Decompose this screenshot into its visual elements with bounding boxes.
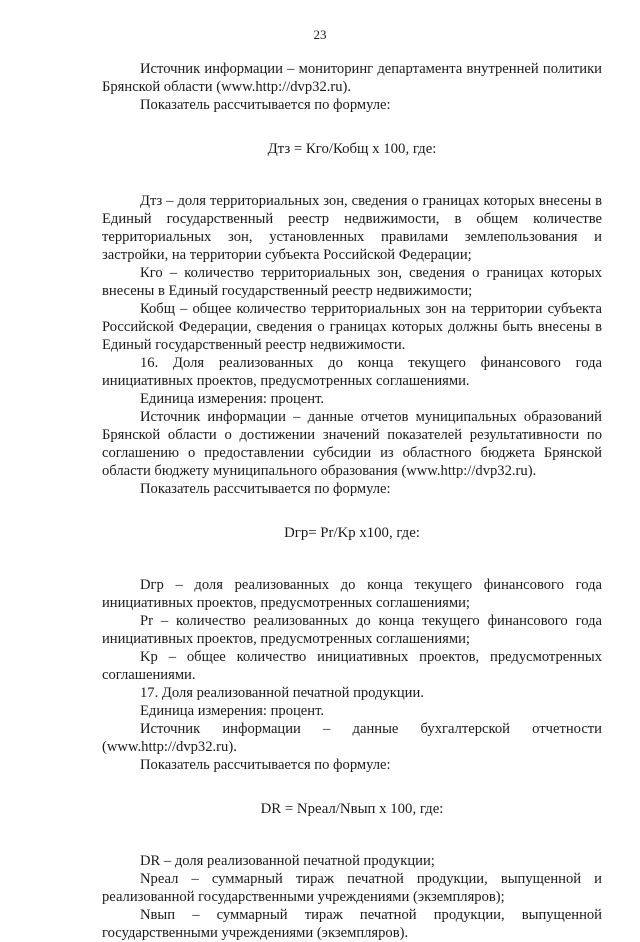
paragraph: 17. Доля реализованной печатной продукции.: [140, 685, 424, 701]
paragraph: Показатель рассчитывается по формуле:: [140, 97, 391, 113]
paragraph: Кобщ – общее количество территориальных зон на территории субъекта Российской Федерации, сведения о границах которых должны быть внесены в Единый государственный реестр недвижимости.: [102, 301, 602, 353]
formula: DR = Nреал/Nвып х 100, где:: [260, 801, 444, 817]
paragraph: Единица измерения: процент.: [140, 391, 325, 407]
paragraph: DR – доля реализованной печатной продукции;: [140, 853, 435, 869]
paragraph: Kр – общее количество инициативных проектов, предусмотренных соглашениями.: [102, 649, 602, 683]
paragraph: Дтз – доля территориальных зон, сведения о границах которых внесены в Единый государственный реестр недвижимости, в общем количестве территориальных зон, установленных правилами землепользования и застройки, на территории субъекта Российской Федерации;: [102, 193, 602, 263]
paragraph: Единица измерения: процент.: [140, 703, 325, 719]
paragraph: Источник информации – данные отчетов муниципальных образований Брянской области о достижении значений показателей результативности по соглашению о предоставлении субсидии из областного бюджета Брянской области бюджету муниципального образования (www.http://dvp32.ru).: [102, 409, 602, 479]
paragraph: Pr – количество реализованных до конца текущего финансового года инициативных проектов, предусмотренных соглашениями;: [102, 613, 602, 647]
paragraph: Nвып – суммарный тираж печатной продукции, выпущенной государственными учреждениями (экземпляров).: [102, 907, 602, 941]
formula: Дтз = Кго/Кобщ х 100, где:: [267, 141, 437, 157]
formula: Dгр= Pr/Kр х100, где:: [284, 525, 420, 541]
paragraph: Dгр – доля реализованных до конца текущего финансового года инициативных проектов, предусмотренных соглашениями;: [102, 577, 602, 611]
paragraph: Кго – количество территориальных зон, сведения о границах которых внесены в Единый государственный реестр недвижимости;: [102, 265, 602, 299]
page-number: 23: [313, 27, 327, 42]
paragraph: Источник информации – мониторинг департамента внутренней политики Брянской области (www.http://dvp32.ru).: [102, 61, 602, 95]
paragraph: 16. Доля реализованных до конца текущего финансового года инициативных проектов, предусмотренных соглашениями.: [102, 355, 602, 389]
paragraph: Nреал – суммарный тираж печатной продукции, выпущенной и реализованной государственными учреждениями (экземпляров);: [102, 871, 602, 905]
paragraph: Показатель рассчитывается по формуле:: [140, 481, 391, 497]
document-body: [102, 60, 602, 942]
paragraph: Источник информации – данные бухгалтерской отчетности (www.http://dvp32.ru).: [102, 721, 602, 755]
paragraph: Показатель рассчитывается по формуле:: [140, 757, 391, 773]
